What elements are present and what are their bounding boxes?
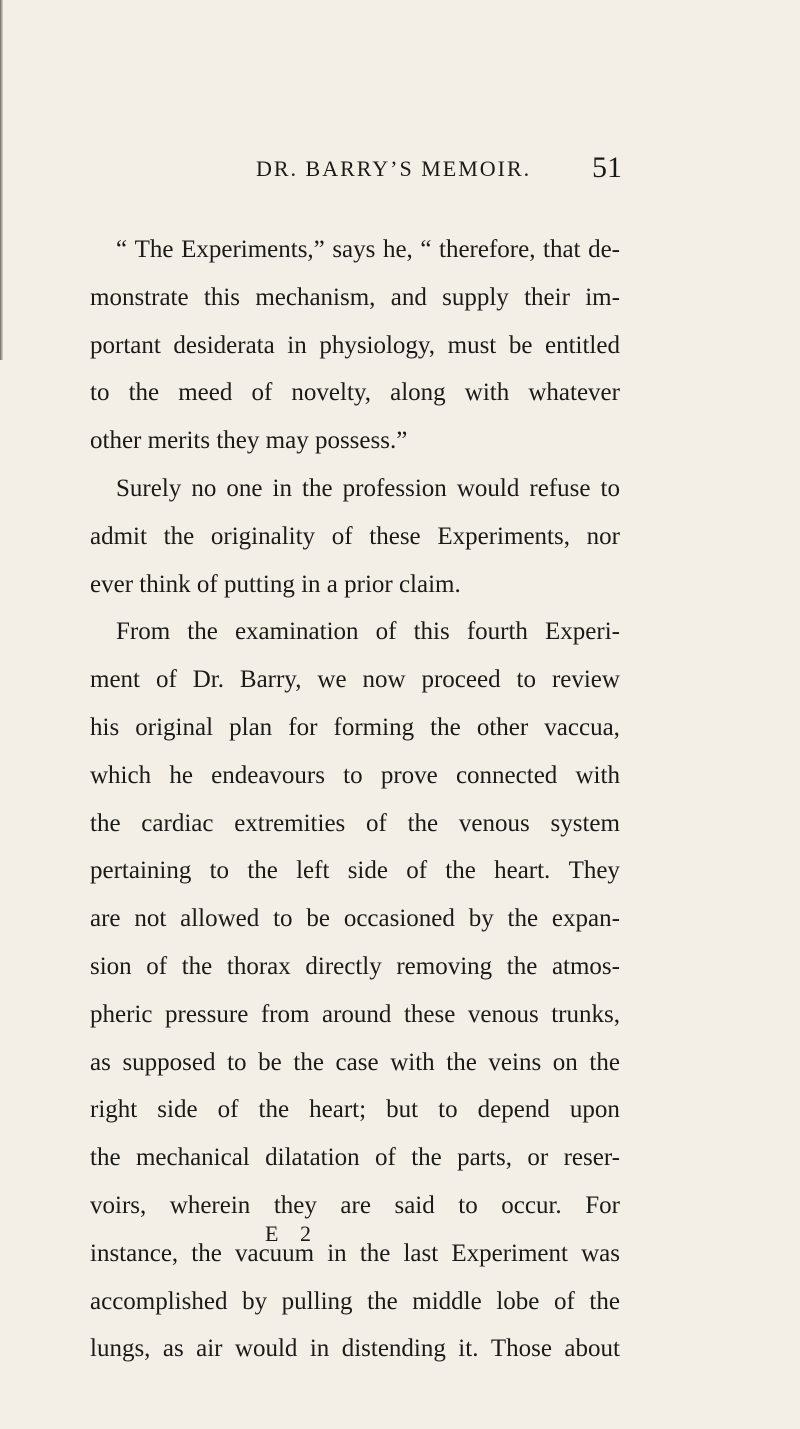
word: the [191,1239,222,1267]
word: occasioned [343,905,455,933]
word: which [90,761,152,789]
word: expan- [551,905,620,933]
word: vacuum [234,1239,315,1267]
word: de- [588,236,620,263]
word: originality [210,522,316,550]
page-number: 51 [592,151,622,184]
word: the [187,618,218,646]
word: the [445,857,476,885]
word: upon [569,1096,620,1124]
word: not [134,905,167,933]
word: as [162,1335,184,1363]
word: Experiments,” [181,236,325,263]
word: the [128,379,160,407]
word: of [155,666,177,694]
word: the [411,1144,442,1172]
word: in [272,474,292,502]
word: the [302,474,333,502]
word: it. [458,1335,479,1363]
word: must [447,331,497,359]
word: on [552,1048,578,1076]
word: side [347,857,388,885]
word: They [568,857,620,885]
text-line [90,943,620,991]
word: of [553,1287,575,1315]
word: forming [333,713,415,741]
word: admit [90,522,147,550]
word: original [135,713,214,741]
word: in [309,1335,330,1363]
word: pheric [90,1000,153,1028]
word: heart; [309,1096,367,1124]
word: be [258,1048,282,1076]
word: last [403,1239,439,1267]
text-line [90,1134,620,1182]
word: examination [234,618,359,646]
text-line [90,1325,620,1373]
word: trunks, [551,1000,620,1028]
word: prove [380,761,438,789]
word: middle [412,1287,482,1315]
word: of [251,379,273,407]
word: Those [490,1335,552,1363]
text-line [90,895,620,943]
word: with [575,761,620,789]
word: this [203,283,241,311]
word: along [390,379,446,407]
text-line [90,1278,620,1326]
text-line [90,226,620,274]
word: of [366,809,387,837]
word: Experiment [451,1239,568,1267]
word: From [116,618,171,646]
word: connected [455,761,558,789]
text-line [90,991,620,1039]
running-title: DR. BARRY’S MEMOIR. [256,156,532,181]
word: venous [467,1000,539,1028]
word: supply [442,283,509,311]
word: of [406,857,428,885]
signature-mark: E 2 [265,1221,319,1246]
word: reser- [563,1144,620,1172]
word: review [551,666,620,694]
word: nor [586,522,620,550]
word: the [506,952,538,980]
word: the [293,1048,324,1076]
word: “ [420,236,432,263]
text-line: ever think of putting in a prior claim. [90,570,461,598]
text-line [90,847,620,895]
body-text [90,226,620,1373]
word: Barry, [239,666,302,694]
word: proceed [421,666,501,694]
word: was [581,1239,620,1267]
word: mechanism, [255,283,376,311]
word: the [367,1287,398,1315]
word: says [332,236,376,263]
word: the [446,1048,477,1076]
word: to [458,1191,478,1219]
word: atmos- [551,952,620,980]
word: refuse [529,474,591,502]
word: of [146,952,168,980]
word: of [331,522,353,550]
word: mechanical [135,1144,250,1172]
word: would [234,1335,298,1363]
text-line [90,274,620,322]
word: to [516,666,536,694]
word: cardiac [141,809,214,837]
word: he, [382,236,413,263]
word: the [181,952,213,980]
text-line [90,704,620,752]
text-line [90,513,620,561]
word: venous [458,809,530,837]
text-line [90,752,620,800]
word: novelty, [291,379,372,407]
word: Experiments, [437,522,570,550]
text-line [90,608,620,656]
word: plan [229,713,273,741]
word: monstrate [90,283,189,311]
word: pertaining [90,857,192,885]
text-line [90,800,620,848]
word: to [600,474,620,502]
word: the [589,1287,620,1315]
word: to [209,857,230,885]
word: voirs, [90,1191,147,1219]
word: around [321,1000,392,1028]
word: in [287,331,307,359]
word: the [90,1144,121,1172]
word: to [227,1048,247,1076]
word: left [296,857,330,885]
word: supposed [122,1048,216,1076]
word: pulling [281,1287,353,1315]
word: im- [585,283,620,311]
word: they [273,1191,317,1219]
word: Surely [116,474,182,502]
word: physiology, [319,331,436,359]
word: in [327,1239,347,1267]
word: and [390,283,427,311]
word: about [564,1335,620,1363]
word: For [585,1191,620,1219]
word: Dr. [192,666,224,694]
word: allowed [180,905,260,933]
text-line [90,1230,620,1278]
word: parts, [457,1144,512,1172]
word: depend [477,1096,550,1124]
word: these [369,522,421,550]
word: by [242,1287,268,1315]
word: the [258,1096,290,1124]
word: he [169,761,193,789]
text-line [90,1039,620,1087]
word: with [464,379,510,407]
word: their [524,283,570,311]
word: his [90,713,120,741]
word: with [390,1048,435,1076]
text-line [90,465,620,513]
word: that [543,236,581,263]
word: as [90,1048,111,1076]
word: would [456,474,520,502]
word: accomplished [90,1287,228,1315]
word: the [247,857,278,885]
word: “ [116,236,128,263]
word: endeavours [211,761,325,789]
word: profession [342,474,447,502]
word: the [163,522,195,550]
word: these [403,1000,456,1028]
text-line [90,1086,620,1134]
word: case [335,1048,379,1076]
word: ment [90,666,140,694]
running-head [0,151,800,196]
word: right [90,1096,138,1124]
word: removing [396,952,493,980]
word: dilatation [265,1144,360,1172]
word: now [362,666,406,694]
text-line [90,322,620,370]
word: are [90,905,121,933]
word: meed [178,379,233,407]
word: veins [488,1048,542,1076]
word: to [343,761,363,789]
word: be [508,331,533,359]
word: this [413,618,450,646]
word: desiderata [173,331,275,359]
word: The [134,236,174,263]
word: the [359,1239,391,1267]
word: be [306,905,330,933]
word: lobe [496,1287,540,1315]
word: said [394,1191,435,1219]
word: but [386,1096,419,1124]
word: vaccua, [544,713,620,741]
text-line [90,369,620,417]
word: portant [90,331,161,359]
word: of [374,1144,396,1172]
word: occur. [501,1191,562,1219]
word: of [217,1096,239,1124]
word: to [90,379,110,407]
word: air [196,1335,223,1363]
word: heart. [494,857,551,885]
word: from [260,1000,310,1028]
word: the [430,713,461,741]
word: wherein [169,1191,251,1219]
word: the [507,905,539,933]
word: pressure [165,1000,249,1028]
word: the [90,809,121,837]
word: therefore, [439,236,536,263]
word: or [527,1144,549,1172]
text-line [90,1182,620,1230]
word: by [468,905,494,933]
word: we [317,666,347,694]
word: to [438,1096,458,1124]
word: sion [90,952,132,980]
word: no [191,474,217,502]
word: instance, [90,1239,179,1267]
word: the [407,809,439,837]
word: whatever [528,379,620,407]
word: one [226,474,263,502]
word: to [273,905,293,933]
word: system [550,809,620,837]
word: extremities [234,809,346,837]
word: Experi- [545,618,620,646]
word: lungs, [90,1335,151,1363]
word: distending [341,1335,446,1363]
word: other [476,713,529,741]
word: for [288,713,318,741]
word: of [375,618,397,646]
word: entitled [544,331,620,359]
text-line: other merits they may possess.” [90,427,408,455]
word: side [157,1096,198,1124]
word: thorax [226,952,291,980]
word: are [340,1191,371,1219]
word: fourth [466,618,528,646]
word: the [589,1048,620,1076]
text-line [90,656,620,704]
word: directly [305,952,382,980]
